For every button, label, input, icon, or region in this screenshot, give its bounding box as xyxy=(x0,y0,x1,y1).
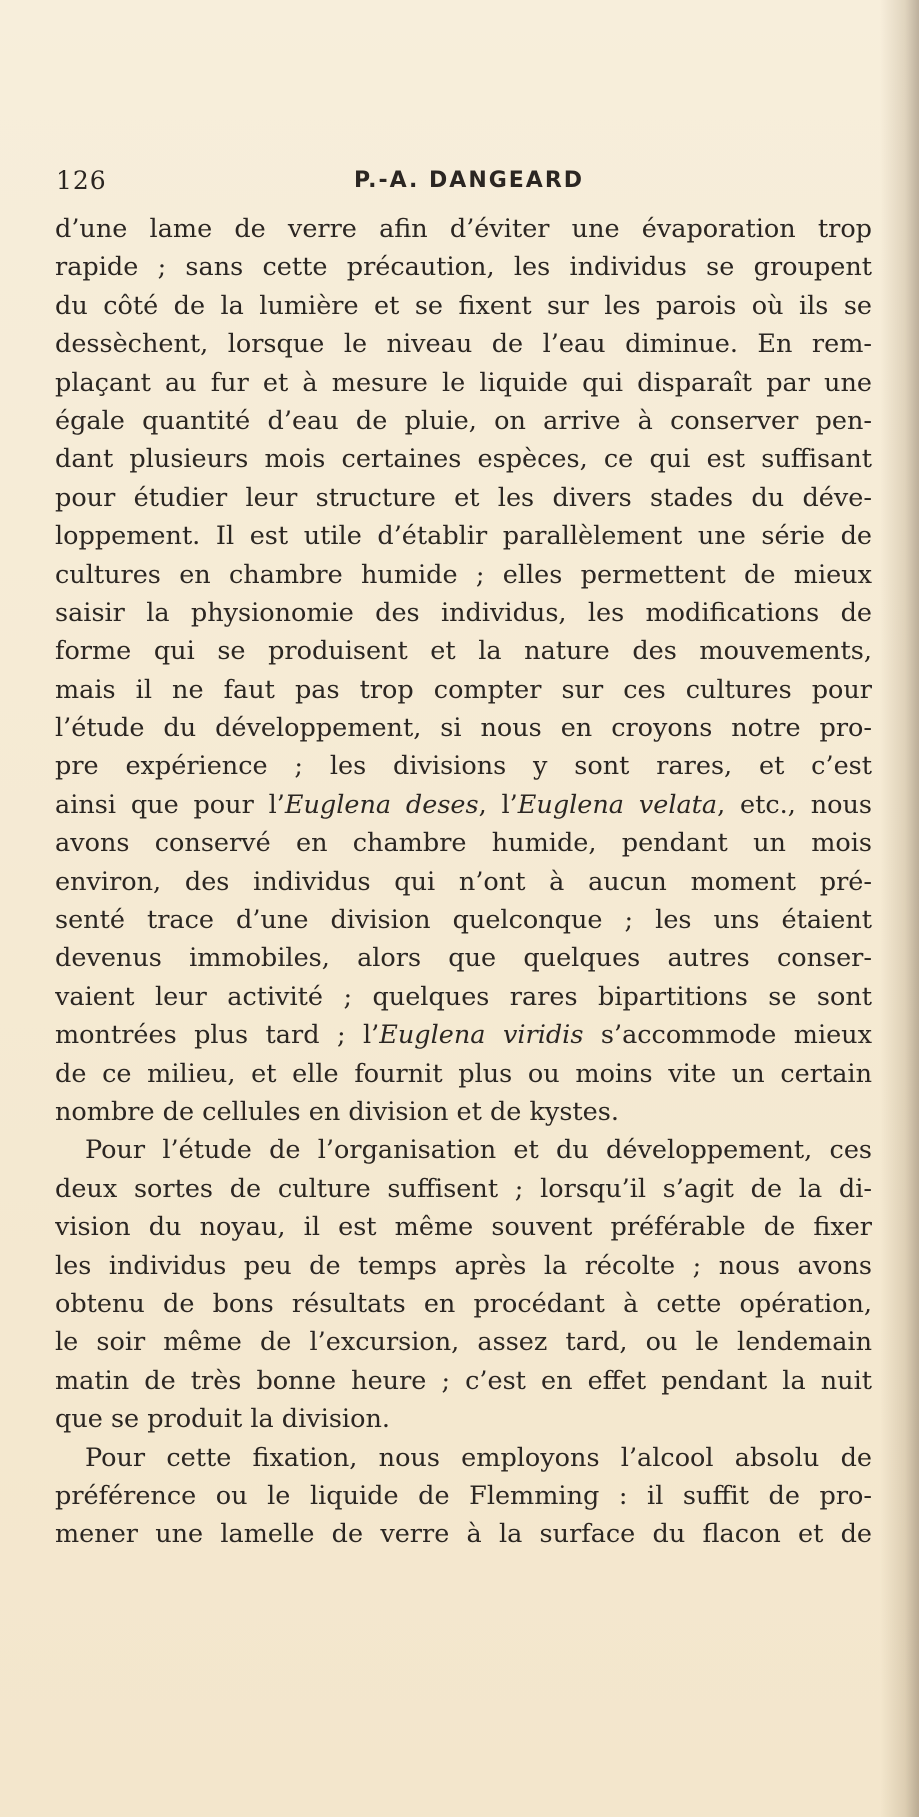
text-line: Pour l’étude de l’organisation et du développement, ces xyxy=(85,1135,872,1166)
text-line: que se produit la division. xyxy=(55,1404,390,1435)
text-line: pour étudier leur structure et les divers stades du déve- xyxy=(55,482,872,513)
text-line: les individus peu de temps après la récolte ; nous avons xyxy=(55,1250,872,1281)
text-line: avons conservé en chambre humide, pendant un mois xyxy=(55,828,872,859)
text-line: matin de très bonne heure ; c’est en effet pendant la nuit xyxy=(55,1365,872,1396)
text-line: saisir la physionomie des individus, les modifications de xyxy=(55,597,872,628)
text-line: devenus immobiles, alors que quelques autres conser- xyxy=(55,943,872,974)
page-number: 126 xyxy=(56,166,107,195)
text-line: nombre de cellules en division et de kystes. xyxy=(55,1096,619,1127)
text-run: ainsi que pour l’ xyxy=(55,789,285,820)
running-head: P.-A. DANGEARD xyxy=(354,168,585,193)
text-line: mener une lamelle de verre à la surface du flacon et de xyxy=(55,1519,872,1550)
text-run: montrées plus tard ; l’ xyxy=(55,1020,380,1051)
text-line: l’étude du développement, si nous en croyons notre pro- xyxy=(55,713,872,744)
italic-species-name: Euglena deses xyxy=(284,789,479,820)
text-line: cultures en chambre humide ; elles permettent de mieux xyxy=(55,559,872,590)
text-line: loppement. Il est utile d’établir parallèlement une série de xyxy=(55,521,872,552)
text-line: deux sortes de culture suffisent ; lorsqu’il s’agit de la di- xyxy=(55,1173,872,1204)
text-line xyxy=(55,786,872,824)
page-header xyxy=(56,166,866,196)
text-line xyxy=(55,1016,872,1054)
text-line: d’une lame de verre afin d’éviter une évaporation trop xyxy=(55,214,872,244)
text-run: , etc., nous xyxy=(717,789,872,820)
body-text xyxy=(55,210,872,1554)
text-line: vision du noyau, il est même souvent préférable de fixer xyxy=(55,1212,872,1243)
text-run: s’accommode mieux xyxy=(583,1020,872,1051)
text-line: égale quantité d’eau de pluie, on arrive à conserver pen- xyxy=(55,405,872,436)
text-line: de ce milieu, et elle fournit plus ou moins vite un certain xyxy=(55,1058,872,1089)
text-line: dessèchent, lorsque le niveau de l’eau diminue. En rem- xyxy=(55,329,872,360)
text-line: dant plusieurs mois certaines espèces, ce qui est suffisant xyxy=(55,444,872,475)
text-line: préférence ou le liquide de Flemming : il suffit de pro- xyxy=(55,1480,872,1511)
text-line: plaçant au fur et à mesure le liquide qui disparaît par une xyxy=(55,367,872,398)
text-line: senté trace d’une division quelconque ; les uns étaient xyxy=(55,905,872,936)
text-line: mais il ne faut pas trop compter sur ces cultures pour xyxy=(55,674,872,705)
italic-species-name: Euglena viridis xyxy=(379,1020,584,1051)
text-run: , l’ xyxy=(478,789,518,820)
text-line: du côté de la lumière et se fixent sur les parois où ils se xyxy=(55,290,872,321)
text-line: obtenu de bons résultats en procédant à cette opération, xyxy=(55,1288,872,1319)
text-line: vaient leur activité ; quelques rares bipartitions se sont xyxy=(55,981,872,1012)
text-line: forme qui se produisent et la nature des mouvements, xyxy=(55,636,872,667)
text-line: rapide ; sans cette précaution, les individus se groupent xyxy=(55,252,872,283)
text-line: pre expérience ; les divisions y sont rares, et c’est xyxy=(55,751,872,782)
italic-species-name: Euglena velata xyxy=(517,789,718,820)
text-line: environ, des individus qui n’ont à aucun moment pré- xyxy=(55,866,872,897)
text-line: le soir même de l’excursion, assez tard, ou le lendemain xyxy=(55,1327,872,1358)
text-line: Pour cette fixation, nous employons l’alcool absolu de xyxy=(85,1442,872,1473)
